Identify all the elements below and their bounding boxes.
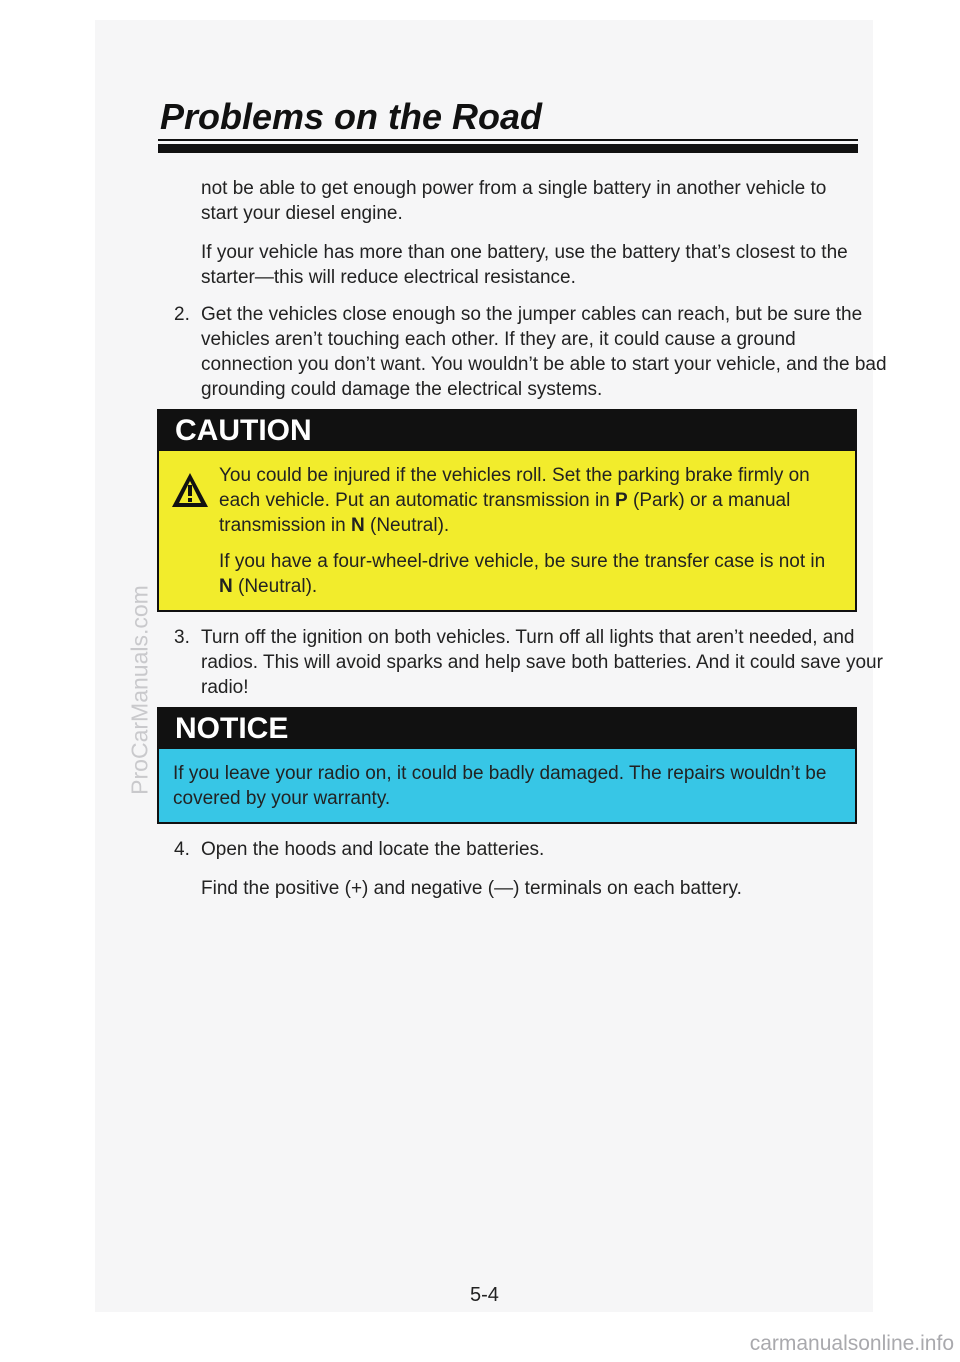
list-number: 4.: [174, 839, 190, 860]
list-number: 3.: [174, 627, 190, 648]
caution-text-roll: You could be injured if the vehicles roll. Set the parking brake firmly on each vehicle. Put an automatic transmission in P (Park) or a manual transmission in N (Neutral).: [219, 465, 810, 536]
warning-triangle-icon: [170, 471, 210, 509]
page-title: Problems on the Road: [160, 96, 543, 137]
title-rule-thick: [158, 144, 858, 153]
list-item-text: Get the vehicles close enough so the jumper cables can reach, but be sure the vehicles aren’t touching each other. If they are, it could cause a ground connection you don’t want. You wouldn’t be able to start your vehicle, and the bad grounding could damage the electrical systems.: [201, 304, 887, 400]
paragraph-multiple-batteries: If your vehicle has more than one battery, use the battery that’s closest to the starter—this will reduce electrical resistance.: [201, 242, 848, 288]
paragraph-terminals: Find the positive (+) and negative (—) terminals on each battery.: [201, 878, 742, 899]
list-item-2: [174, 302, 891, 402]
caution-text-transfer-case: If you have a four-wheel-drive vehicle, be sure the transfer case is not in N (Neutral).: [219, 551, 826, 597]
side-watermark: ProCarManuals.com: [126, 585, 153, 795]
title-rule-thin: [158, 139, 858, 141]
bottom-watermark: carmanualsonline.info: [749, 1332, 954, 1355]
paragraph-diesel: not be able to get enough power from a single battery in another vehicle to start your diesel engine.: [201, 178, 827, 224]
caution-heading: CAUTION: [159, 411, 855, 451]
list-item-text: Open the hoods and locate the batteries.: [201, 839, 545, 860]
list-item-3: [174, 625, 891, 700]
caution-box: [157, 409, 857, 612]
page-number: 5-4: [470, 1284, 499, 1306]
list-item-4: [174, 837, 891, 862]
list-number: 2.: [174, 304, 190, 325]
notice-heading: NOTICE: [159, 709, 855, 749]
list-item-text: Turn off the ignition on both vehicles. Turn off all lights that aren’t needed, and radios. This will avoid sparks and help save both batteries. And it could save your radio!: [201, 627, 883, 698]
notice-text: If you leave your radio on, it could be badly damaged. The repairs wouldn’t be covered by your warranty.: [173, 763, 827, 809]
notice-box: [157, 707, 857, 824]
